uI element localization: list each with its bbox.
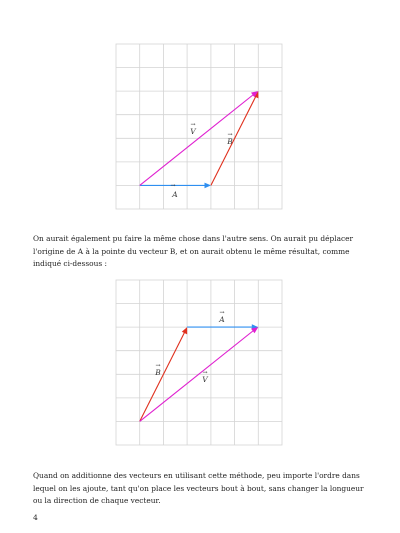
paragraph-explanation-reverse-order: On aurait également pu faire la même chose dans l'autre sens. On aurait pu déplacer l'origine de A à la pointe du vecteur B, et on aurait obtenu le même résultat, comme indiqué ci-dessous : xyxy=(33,234,354,268)
svg-text:V: V xyxy=(202,375,208,384)
figure2-label-b xyxy=(154,362,161,377)
figure1-svg xyxy=(0,42,400,212)
figure1-label-a xyxy=(170,182,178,199)
svg-text:→: → xyxy=(219,309,225,316)
svg-text:A: A xyxy=(172,190,178,199)
svg-text:B: B xyxy=(227,137,233,146)
figure2-svg xyxy=(0,278,400,448)
figure-vector-addition-b-then-a xyxy=(0,278,400,448)
svg-text:→: → xyxy=(190,121,196,128)
svg-text:V: V xyxy=(190,127,196,136)
figure1-label-b xyxy=(226,131,233,146)
svg-text:A: A xyxy=(219,315,225,324)
figure-vector-addition-a-then-b xyxy=(0,42,400,212)
svg-text:→: → xyxy=(202,369,208,376)
svg-text:→: → xyxy=(170,182,176,189)
figure2-label-v xyxy=(202,369,209,384)
svg-text:→: → xyxy=(155,362,161,369)
figure2-label-a xyxy=(218,309,225,324)
svg-text:B: B xyxy=(155,368,161,377)
paragraph-conclusion-commutative: Quand on additionne des vecteurs en utilisant cette méthode, peu importe l'ordre dans lequel on les ajoute, tant qu'on place les vecteurs bout à bout, sans changer la longueur ou la direction de chaque vecteur. xyxy=(33,471,364,505)
figure1-label-v xyxy=(190,121,197,136)
svg-text:→: → xyxy=(227,131,233,138)
figure2-vector-a xyxy=(187,324,258,330)
page-number: 4 xyxy=(33,513,38,522)
